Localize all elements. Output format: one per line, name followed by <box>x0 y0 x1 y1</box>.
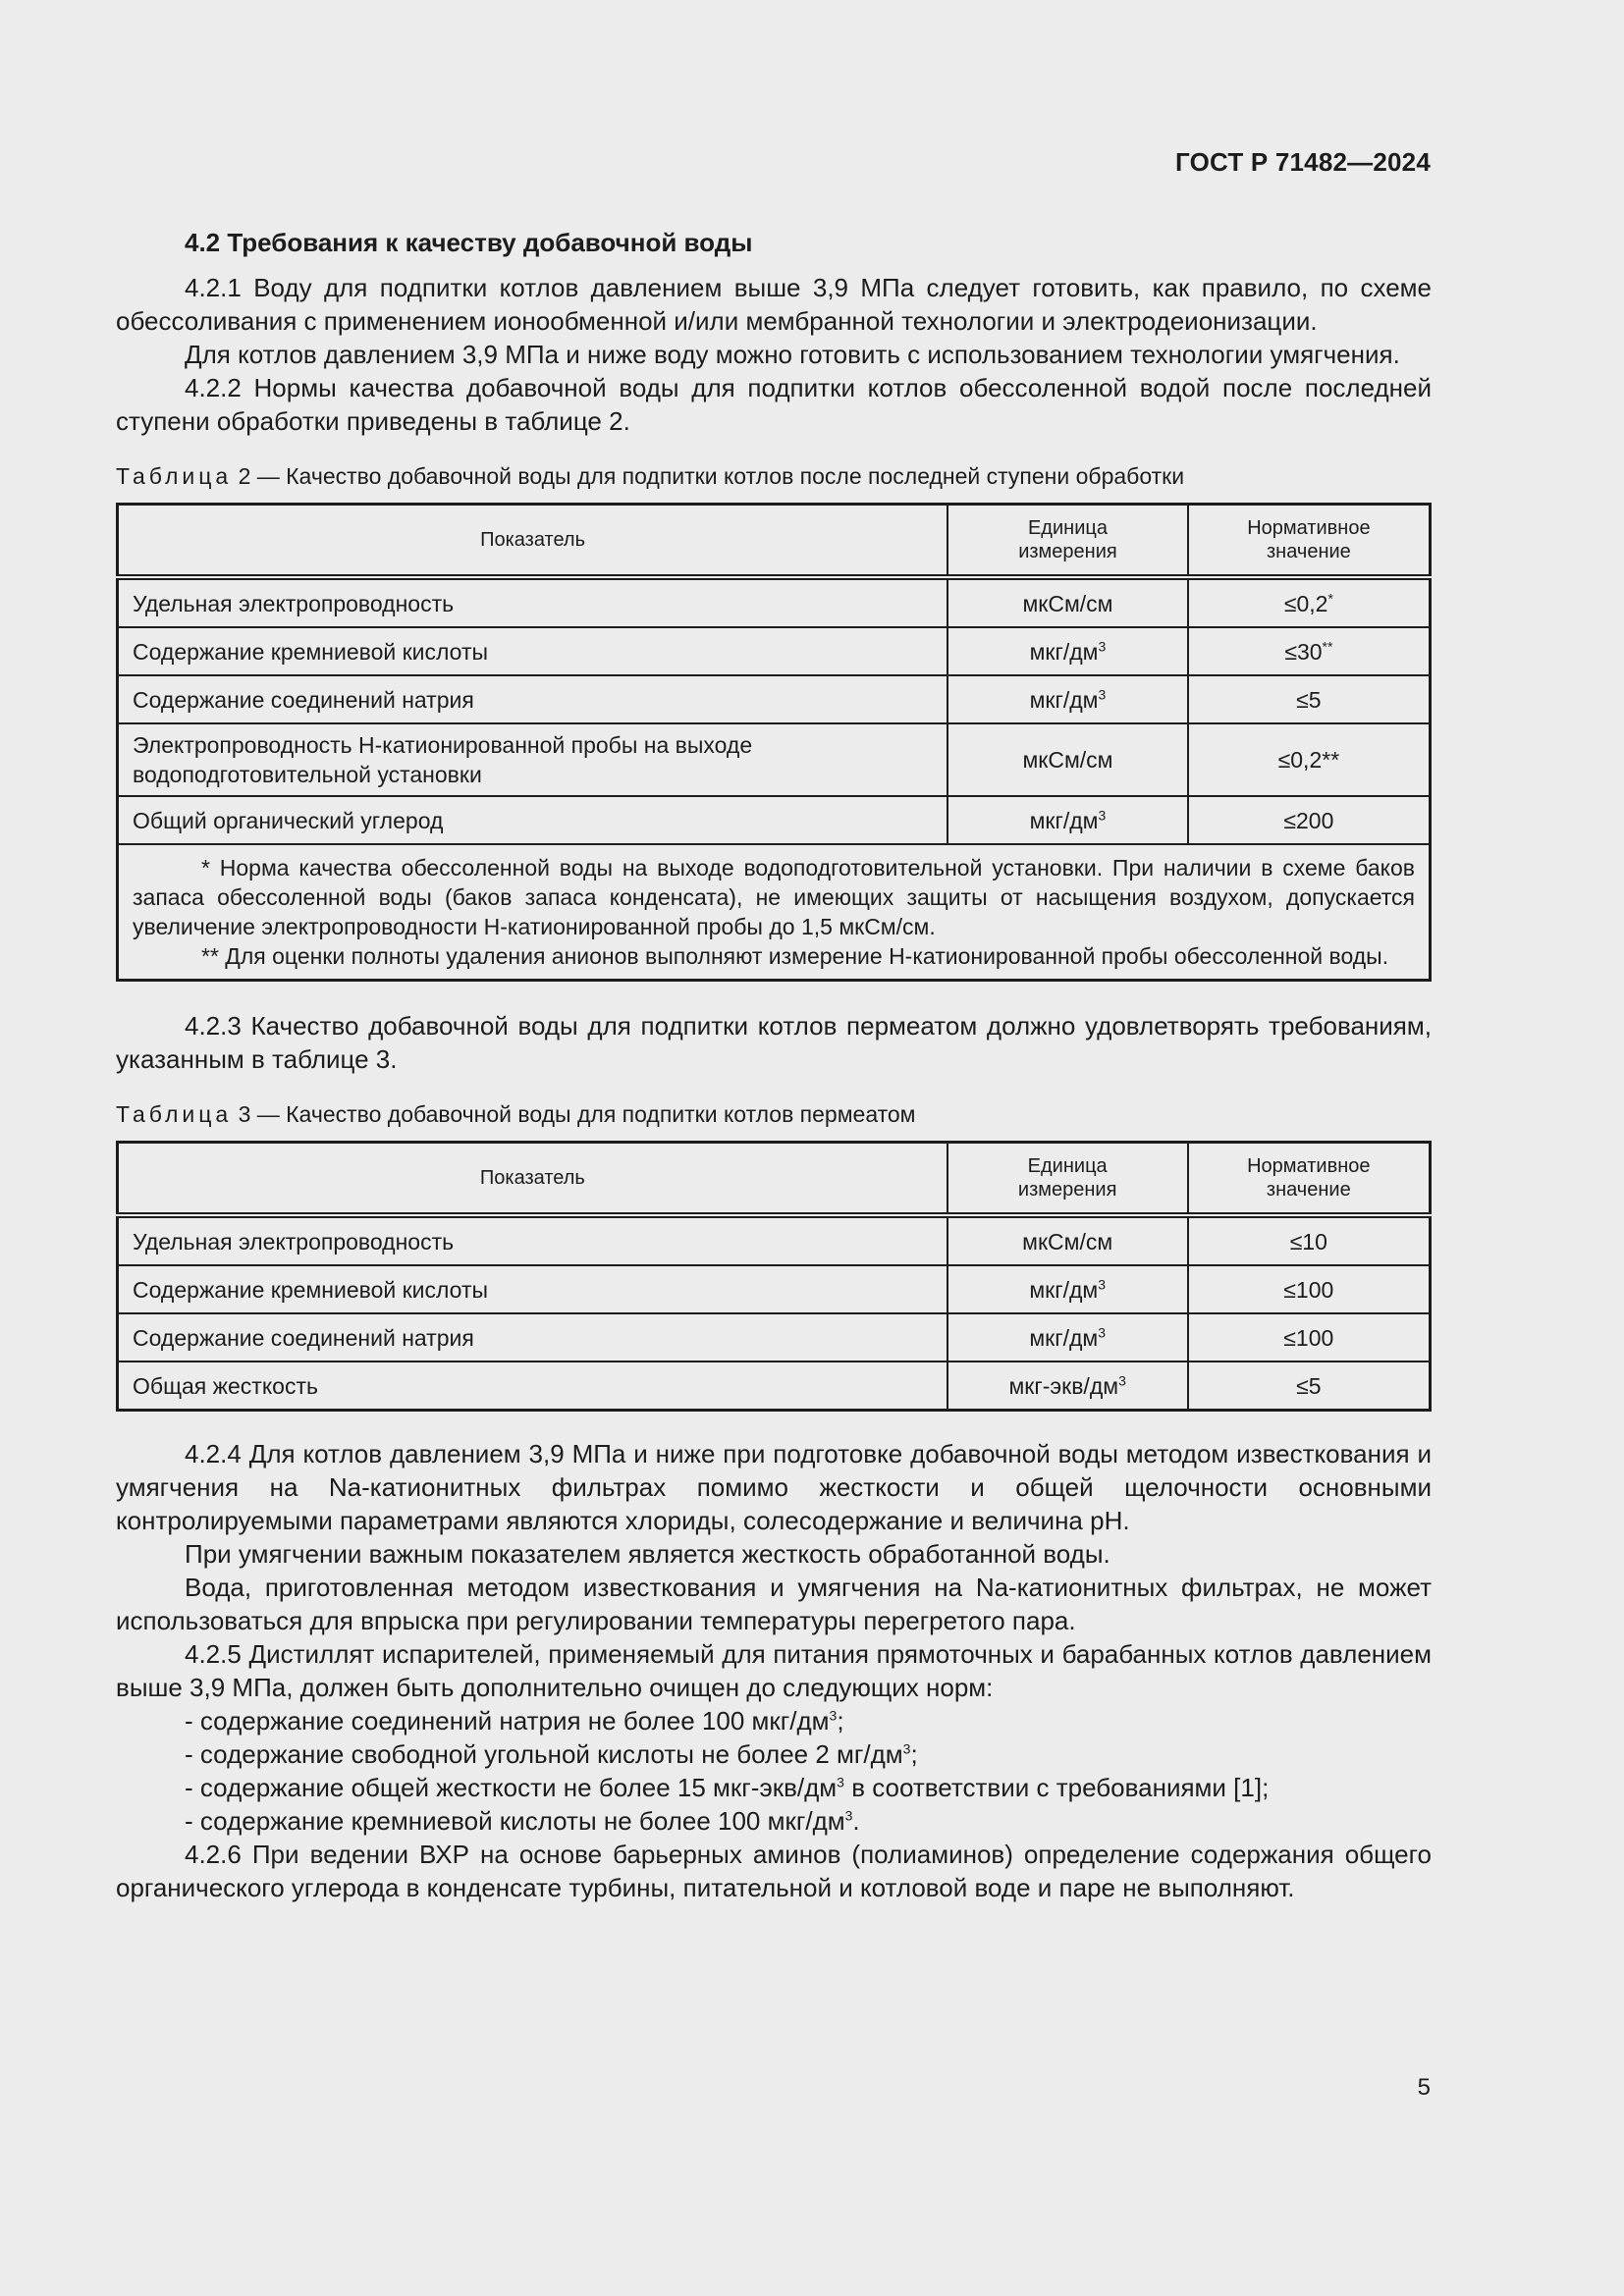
cell-indicator <box>118 723 948 796</box>
header-norm-line-1: Нормативное <box>1247 517 1371 539</box>
caption-label: Таблица <box>116 463 233 489</box>
cell-indicator: Содержание кремниевой кислоты <box>118 627 948 675</box>
unit-text: мкг/дм <box>1029 686 1099 713</box>
section-heading: 4.2 Требования к качеству добавочной воды <box>185 228 753 257</box>
header-indicator: Показатель <box>118 505 948 578</box>
value-text: ≤0,2 <box>1283 590 1328 616</box>
paragraph-4-2-2: 4.2.2 Нормы качества добавочной воды для подпитки котлов обессоленной водой после последней ступени обработки приведены в таблице 2. <box>116 373 1432 436</box>
cell-indicator: Общий органический углерод <box>118 796 948 844</box>
cell-unit <box>947 1362 1188 1411</box>
unit-text: мкг/дм <box>1029 1276 1099 1303</box>
paragraph-4-2-1-b: Для котлов давлением 3,9 МПа и ниже воду можно готовить с использованием технологии умягчения. <box>185 340 1400 369</box>
caption-text: 3 — Качество добавочной воды для подпитки котлов пермеатом <box>232 1101 916 1127</box>
list-item <box>116 1804 1432 1838</box>
table-row <box>118 1313 1431 1362</box>
unit-exponent: 3 <box>1118 1371 1126 1388</box>
cell-value: ≤100 <box>1188 1313 1431 1362</box>
table-3 <box>116 1141 1432 1412</box>
paragraph-4-2-4-c: Вода, приготовленная методом известкования и умягчения на Na-катионитных фильтрах, не может использоваться для впрыска при регулировании температуры перегретого пара. <box>116 1573 1432 1635</box>
cell-indicator: Содержание соединений натрия <box>118 1313 947 1362</box>
cell-indicator: Удельная электропроводность <box>118 577 948 627</box>
cell-indicator: Удельная электропроводность <box>118 1215 947 1265</box>
list-item-text: - содержание общей жесткости не более 15 мкг-экв/дм <box>185 1773 838 1802</box>
list-item-exponent: 3 <box>829 1707 838 1724</box>
table-row <box>118 796 1431 844</box>
cell-value: ≤5 <box>1188 675 1431 723</box>
paragraph-4-2-1: 4.2.1 Воду для подпитки котлов давлением выше 3,9 МПа следует готовить, как правило, по схеме обессоливания с применением ионообменной и/или мембранной технологии и электродеионизации. <box>116 273 1432 336</box>
table-row <box>118 675 1431 723</box>
list-item <box>116 1704 1432 1737</box>
unit-text: мкг/дм <box>1029 638 1099 665</box>
table-row <box>118 723 1431 796</box>
header-unit-line-1: Единица <box>1027 517 1108 539</box>
cell-unit <box>947 1313 1188 1362</box>
page-number: 5 <box>1417 2074 1431 2101</box>
header-norm <box>1188 1143 1431 1216</box>
indicator-line-2: водоподготовительной установки <box>133 762 482 787</box>
table-row <box>118 577 1431 627</box>
indicator-line-1: Электропроводность Н-катионированной пробы на выходе <box>133 732 753 758</box>
cell-value: ≤200 <box>1188 796 1431 844</box>
header-unit <box>947 1143 1188 1216</box>
header-unit-line-2: измерения <box>1017 1179 1117 1201</box>
paragraph-4-2-3: 4.2.3 Качество добавочной воды для подпитки котлов пермеатом должно удовлетворять требованиям, указанным в таблице 3. <box>116 1011 1432 1074</box>
cell-indicator: Содержание кремниевой кислоты <box>118 1265 947 1313</box>
header-indicator: Показатель <box>118 1143 947 1216</box>
paragraph-4-2-4-b: При умягчении важным показателем является жесткость обработанной воды. <box>185 1539 1110 1569</box>
unit-text: мкг-экв/дм <box>1008 1372 1119 1399</box>
cell-unit <box>947 577 1188 627</box>
cell-indicator: Общая жесткость <box>118 1362 947 1411</box>
list-item <box>116 1737 1432 1771</box>
caption-text: 2 — Качество добавочной воды для подпитки котлов после последней ступени обработки <box>232 463 1185 489</box>
paragraph-4-2-6: 4.2.6 При ведении ВХР на основе барьерных аминов (полиаминов) определение содержания общего органического углерода в конденсате турбины, питательной и котловой воде и паре не выполняют. <box>116 1840 1432 1902</box>
list-item-exponent: 3 <box>902 1740 911 1757</box>
cell-value <box>1188 577 1431 627</box>
table-header-row <box>118 505 1431 578</box>
unit-exponent: 3 <box>1098 1323 1107 1340</box>
cell-indicator: Содержание соединений натрия <box>118 675 948 723</box>
cell-unit <box>947 627 1188 675</box>
list-item-exponent: 3 <box>844 1807 853 1824</box>
cell-unit <box>947 796 1188 844</box>
header-norm-line-1: Нормативное <box>1247 1155 1371 1177</box>
unit-exponent: 3 <box>1098 806 1107 823</box>
table-row <box>118 1215 1431 1265</box>
cell-value <box>1188 627 1431 675</box>
table-2-caption <box>116 461 1432 491</box>
table-notes-row <box>118 844 1431 981</box>
list-item-text: - содержание кремниевой кислоты не более 100 мкг/дм <box>185 1806 845 1836</box>
list-item-exponent: 3 <box>837 1774 844 1790</box>
unit-exponent: 3 <box>1098 685 1107 702</box>
value-text: ≤30 <box>1284 638 1323 665</box>
header-norm-line-2: значение <box>1267 541 1351 562</box>
list-item-text: - содержание соединений натрия не более 100 мкг/дм <box>185 1706 830 1735</box>
table-header-row <box>118 1143 1431 1216</box>
table-note-1: * Норма качества обессоленной воды на выходе водоподготовительной установки. При наличии в схеме баков запаса обессоленной воды (баков запаса конденсата), не имеющих защиты от насыщения воздухом, допускается увеличение электропроводности Н-катионированной пробы до 1,5 мкСм/см. <box>133 855 1415 939</box>
list-item-tail: в соответствии с требованиями [1]; <box>843 1773 1270 1802</box>
value-footnote-mark: * <box>1327 589 1333 606</box>
table-row <box>118 1265 1431 1313</box>
table-3-caption <box>116 1099 1432 1129</box>
table-notes <box>118 844 1431 981</box>
header-unit-line-1: Единица <box>1027 1155 1108 1177</box>
table-row <box>118 1362 1431 1411</box>
document-code: ГОСТ Р 71482—2024 <box>1175 147 1431 177</box>
header-unit <box>947 505 1188 578</box>
header-unit-line-2: измерения <box>1018 541 1117 562</box>
cell-unit <box>947 1265 1188 1313</box>
list-item <box>116 1771 1432 1804</box>
cell-unit: мкСм/см <box>947 723 1188 796</box>
unit-text: мкг/дм <box>1029 1324 1099 1351</box>
unit-text: мкСм/см <box>1022 590 1113 616</box>
header-norm-line-2: значение <box>1266 1179 1351 1201</box>
caption-label: Таблица <box>116 1101 233 1127</box>
list-item-tail: ; <box>910 1739 918 1769</box>
cell-unit <box>947 675 1188 723</box>
paragraph-4-2-4: 4.2.4 Для котлов давлением 3,9 МПа и ниже при подготовке добавочной воды методом известкования и умягчения на Na-катионитных фильтрах помимо жесткости и общей щелочности основными контролируемыми параметрами являются хлориды, солесодержание и величина рН. <box>116 1439 1432 1535</box>
list-item-tail: . <box>852 1806 860 1836</box>
header-norm <box>1188 505 1431 578</box>
cell-value: ≤100 <box>1188 1265 1431 1313</box>
cell-value: ≤0,2** <box>1188 723 1431 796</box>
value-footnote-mark: ** <box>1322 637 1333 654</box>
paragraph-4-2-5: 4.2.5 Дистиллят испарителей, применяемый для питания прямоточных и барабанных котлов давлением выше 3,9 МПа, должен быть дополнительно очищен до следующих норм: <box>116 1639 1432 1702</box>
list-item-tail: ; <box>837 1706 844 1735</box>
cell-unit: мкСм/см <box>947 1215 1188 1265</box>
table-row <box>118 627 1431 675</box>
cell-value: ≤5 <box>1188 1362 1431 1411</box>
table-2 <box>116 503 1432 982</box>
unit-exponent: 3 <box>1098 1275 1107 1292</box>
unit-exponent: 3 <box>1098 637 1107 654</box>
unit-text: мкг/дм <box>1029 807 1099 833</box>
table-note-2: ** Для оценки полноты удаления анионов выполняют измерение Н-катионированной пробы обессоленной воды. <box>201 943 1389 969</box>
page-content <box>116 226 1432 1904</box>
list-item-text: - содержание свободной угольной кислоты не более 2 мг/дм <box>185 1739 903 1769</box>
cell-value: ≤10 <box>1188 1215 1431 1265</box>
